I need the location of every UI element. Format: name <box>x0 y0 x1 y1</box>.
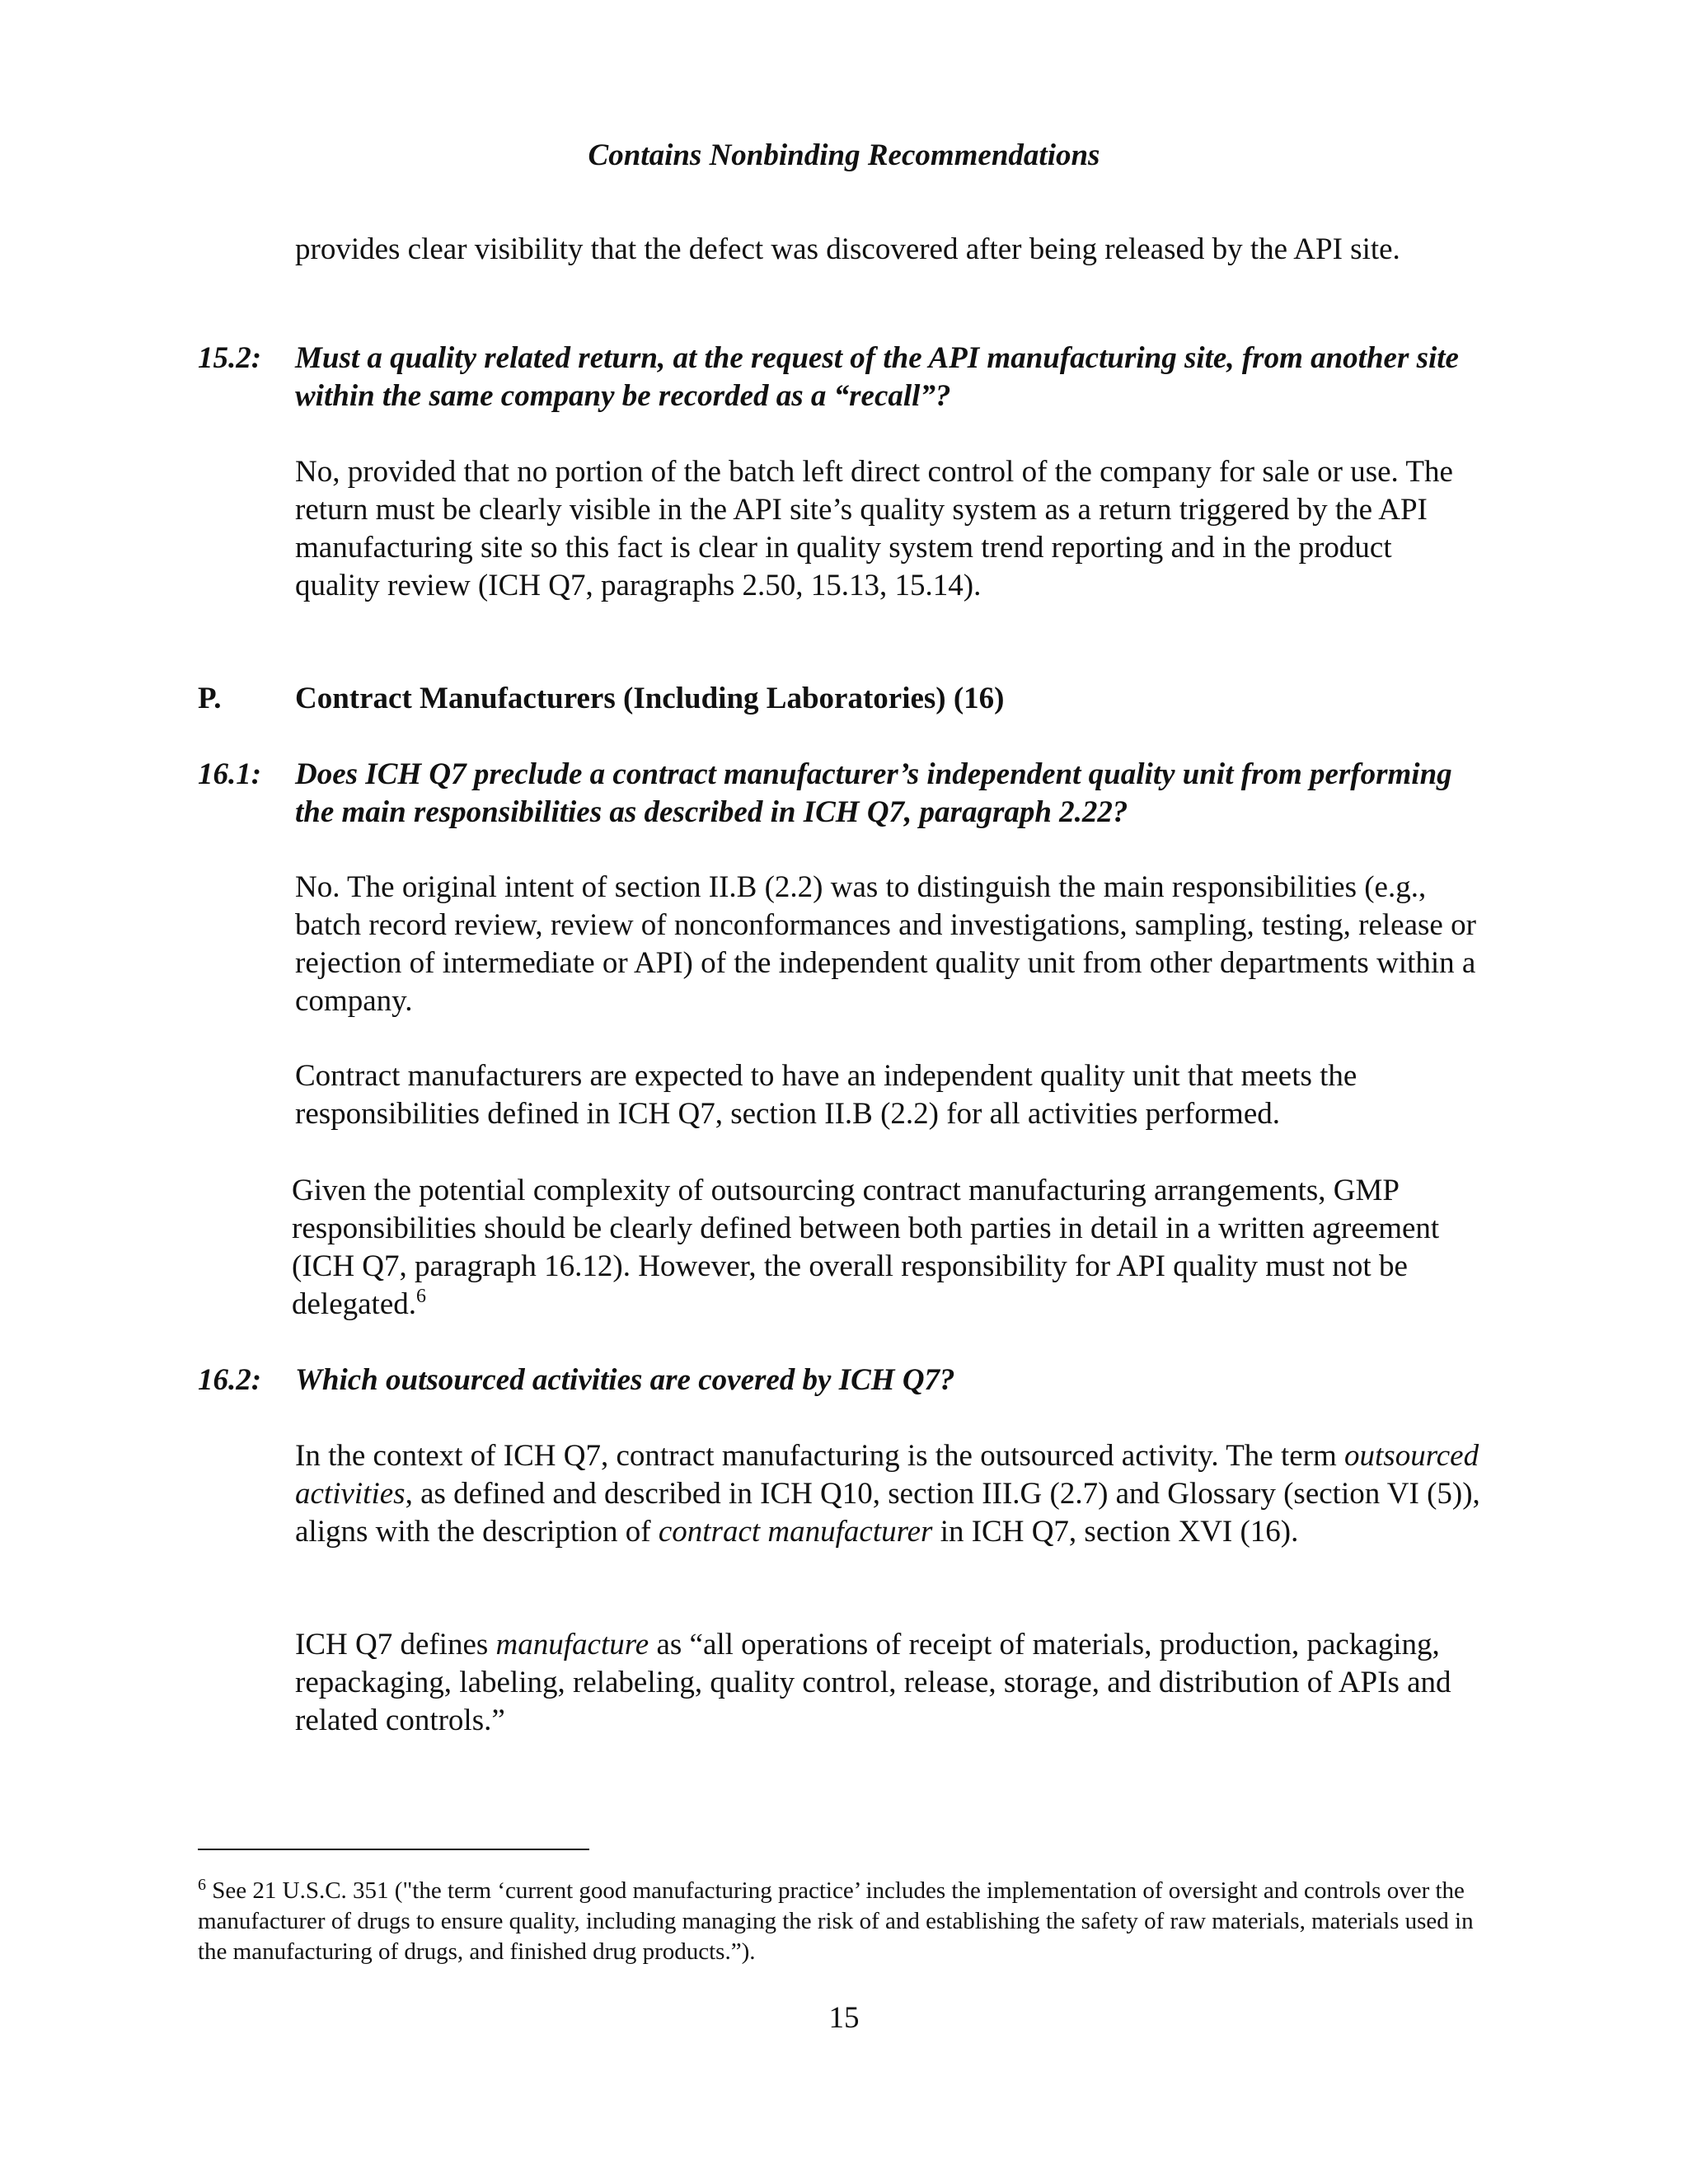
footnote-number: 6 <box>198 1876 206 1894</box>
question-number: 16.2: <box>198 1363 262 1397</box>
answer-16-1-paragraph-2: Contract manufacturers are expected to have an independent quality unit that meets the responsibilities defined in ICH Q7, section II.B (2.2) for all activities performed. <box>295 1059 1357 1131</box>
answer-16-2-paragraph-2 <box>295 1626 1482 1740</box>
answer-16-1-paragraph-1: No. The original intent of section II.B (2.2) was to distinguish the main responsibilities (e.g., batch record review, review of nonconformances and investigations, sampling, testing, release or rejection of intermediate or API) of the independent quality unit from other departments within a company. <box>295 870 1476 1018</box>
question-text: Must a quality related return, at the request of the API manufacturing site, from another site within the same company be recorded as a “recall”? <box>295 341 1459 413</box>
text-run: in ICH Q7, section XVI (16). <box>932 1515 1299 1549</box>
page-number: 15 <box>828 2001 860 2035</box>
page-header: Contains Nonbinding Recommendations <box>588 138 1100 172</box>
answer-text: Given the potential complexity of outsourcing contract manufacturing arrangements, GMP responsibilities should be clearly defined between both parties in detail in a written agreement (ICH Q7, paragraph 16.12). However, the overall responsibility for API quality must not be delegated. <box>292 1174 1440 1321</box>
answer-15-2: No, provided that no portion of the batch left direct control of the company for sale or use. The return must be clearly visible in the API site’s quality system as a return triggered by the API manufacturing site so this fact is clear in quality system trend reporting and in the product quality review (ICH Q7, paragraphs 2.50, 15.13, 15.14). <box>295 455 1453 602</box>
footnote-text: See 21 U.S.C. 351 ("the term ‘current good manufacturing practice’ includes the implementation of oversight and controls over the manufacturer of drugs to ensure quality, including managing the risk of and establishing the safety of raw materials, materials used in the manufacturing of drugs, and finished drug products.”). <box>198 1877 1474 1965</box>
text-run: as “all operations of receipt of materials, production, packaging, repackaging, labeling, relabeling, quality control, release, storage, and distribution of APIs and related controls.” <box>295 1628 1451 1737</box>
text-run: ICH Q7 defines <box>295 1628 496 1661</box>
text-run: In the context of ICH Q7, contract manufacturing is the outsourced activity. The term <box>295 1439 1345 1473</box>
question-number: 15.2: <box>198 341 262 375</box>
term-manufacture: manufacture <box>495 1628 649 1661</box>
footnote <box>198 1876 1484 1967</box>
question-text: Does ICH Q7 preclude a contract manufacturer’s independent quality unit from performing the main responsibilities as described in ICH Q7, paragraph 2.22? <box>295 757 1452 829</box>
footnote-separator <box>198 1849 589 1850</box>
question-text: Which outsourced activities are covered by ICH Q7? <box>295 1363 955 1397</box>
intro-paragraph: provides clear visibility that the defect was discovered after being released by the API site. <box>295 232 1400 266</box>
answer-16-2-paragraph-1 <box>295 1437 1482 1551</box>
question-number: 16.1: <box>198 757 262 791</box>
term-contract-manufacturer: contract manufacturer <box>658 1515 933 1549</box>
term-outsourced-activities: outsourced activities <box>295 1439 1479 1511</box>
footnote-reference: 6 <box>416 1286 426 1307</box>
answer-16-1-paragraph-3 <box>292 1172 1484 1324</box>
text-run: , as defined and described in ICH Q10, section III.G (2.7) and Glossary (section VI (5)), aligns with the description of <box>295 1477 1480 1549</box>
section-label: P. <box>198 682 222 715</box>
section-title: Contract Manufacturers (Including Laboratories) (16) <box>295 682 1005 715</box>
